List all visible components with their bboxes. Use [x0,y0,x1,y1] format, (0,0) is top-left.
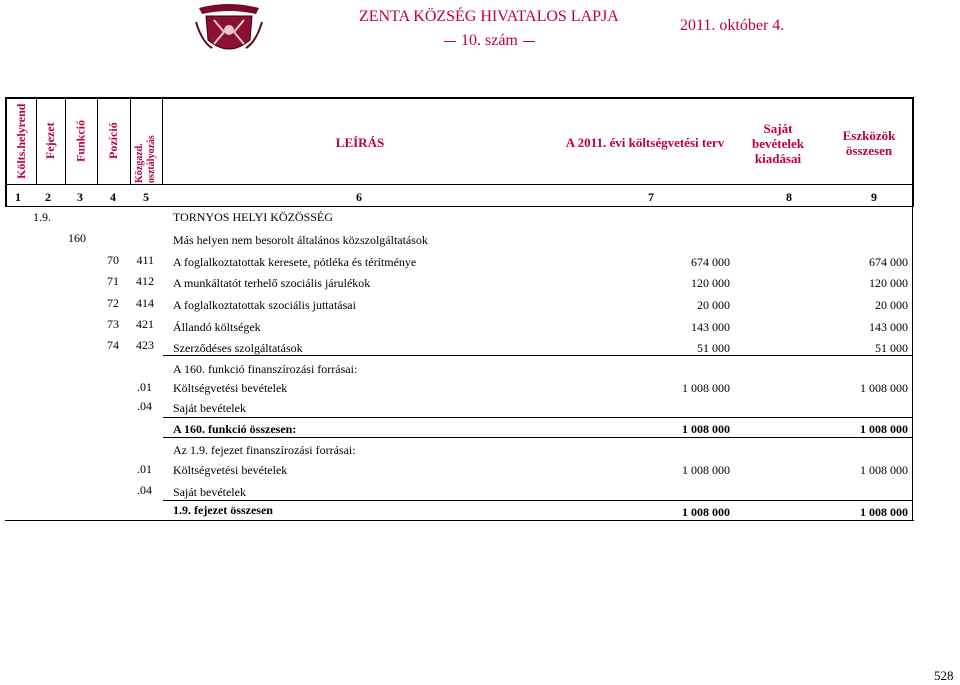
page-number: 528 [934,668,954,683]
chapter-sum-top-line [163,500,913,501]
colnum-3: 3 [77,190,83,204]
row-kg: 411 [136,253,154,267]
issue-number [444,32,535,50]
colnum-6: 6 [356,190,362,204]
row-plan: 143 000 [691,320,730,334]
colnum-5: 5 [143,190,149,204]
journal-title: ZENTA KÖZSÉG HIVATALOS LAPJA [359,8,619,25]
row-poz: 70 [107,253,119,267]
header-divider [5,184,914,185]
issue-date: 2011. október 4. [680,17,785,34]
chapter-sum-plan: 1 008 000 [682,505,730,519]
chapter-funding-total-01: 1 008 000 [860,463,908,477]
chapter-funding-label-01: Költségvetési bevételek [173,463,288,477]
row-kg: 423 [136,338,154,352]
row-plan: 51 000 [697,341,730,355]
chapter-funding-code-04: .04 [137,483,152,497]
function-funding-title: A 160. funkció finanszírozási forrásai: [173,362,358,376]
function-sum-top-line [163,417,913,418]
col-kolts-helyrend: Költs.helyrend [14,103,28,179]
function-sum-plan: 1 008 000 [682,422,730,436]
function-code: 160 [68,231,86,245]
colnum-2: 2 [45,190,51,204]
chapter-funding-label-04: Saját bevételek [173,485,246,499]
row-kg: 421 [136,317,154,331]
section-title: TORNYOS HELYI KÖZÖSSÉG [173,210,333,224]
row-kg: 412 [136,274,154,288]
table-left-border [5,97,7,207]
row-total: 674 000 [869,255,908,269]
row-poz: 74 [107,338,119,352]
function-funding-code-01: .01 [137,380,152,394]
colnum-8: 8 [786,190,792,204]
colnum-7: 7 [648,190,654,204]
function-funding-total-01: 1 008 000 [860,381,908,395]
row-poz: 72 [107,296,119,310]
chapter-sum-total: 1 008 000 [860,505,908,519]
row-plan: 674 000 [691,255,730,269]
row-total: 51 000 [875,341,908,355]
row-kg: 414 [136,296,154,310]
col-pozicio: Pozíció [106,122,120,160]
row-poz: 73 [107,317,119,331]
row-plan: 120 000 [691,276,730,290]
col-eszkozok: Eszközök összesen [842,128,896,158]
col-fejezet: Fejezet [43,122,57,160]
col-sajat: Saját bevételek kiadásai [752,121,804,166]
function-funding-code-04: .04 [137,399,152,413]
chapter-funding-title: Az 1.9. fejezet finanszírozási forrásai: [173,443,356,457]
table-right-border [912,97,914,207]
chapter-funding-plan-01: 1 008 000 [682,463,730,477]
number-row-divider [5,206,914,207]
coat-of-arms-icon [194,2,264,58]
row-desc: Állandó költségek [173,320,261,334]
row-poz: 71 [107,274,119,288]
body-right-border [912,206,913,521]
col-leiras: LEÍRÁS [335,135,385,150]
row-total: 143 000 [869,320,908,334]
row-total: 120 000 [869,276,908,290]
table-bottom-border [5,520,914,521]
function-funding-label-01: Költségvetési bevételek [173,381,288,395]
row-desc: Szerződéses szolgáltatások [173,341,303,355]
section-code: 1.9. [33,210,51,224]
colnum-4: 4 [110,190,116,204]
function-desc: Más helyen nem besorolt általános közszolgáltatások [173,233,428,247]
row-plan: 20 000 [697,298,730,312]
row-total: 20 000 [875,298,908,312]
function-funding-label-04: Saját bevételek [173,401,246,415]
col-funkcio: Funkció [73,120,88,163]
function-sum-bottom-line [163,437,913,438]
row-desc: A foglalkoztatottak keresete, pótléka és térítménye [173,255,417,269]
function-sum-label: A 160. funkció összesen: [173,422,297,436]
function-sum-total: 1 008 000 [860,422,908,436]
row-desc: A foglalkoztatottak szociális juttatásai [173,298,356,312]
issue-label: 10. szám [461,32,518,49]
function-funding-plan-01: 1 008 000 [682,381,730,395]
col-kozgazd: Közgazd. osztályozás [134,135,157,183]
chapter-sum-label: 1.9. fejezet összesen [173,503,273,517]
colnum-1: 1 [15,190,21,204]
colnum-9: 9 [871,190,877,204]
rows-divider [163,355,913,356]
col-terv: A 2011. évi költségvetési terv [565,135,725,150]
row-desc: A munkáltatót terhelő szociális járulékok [173,276,371,290]
chapter-funding-code-01: .01 [137,462,152,476]
